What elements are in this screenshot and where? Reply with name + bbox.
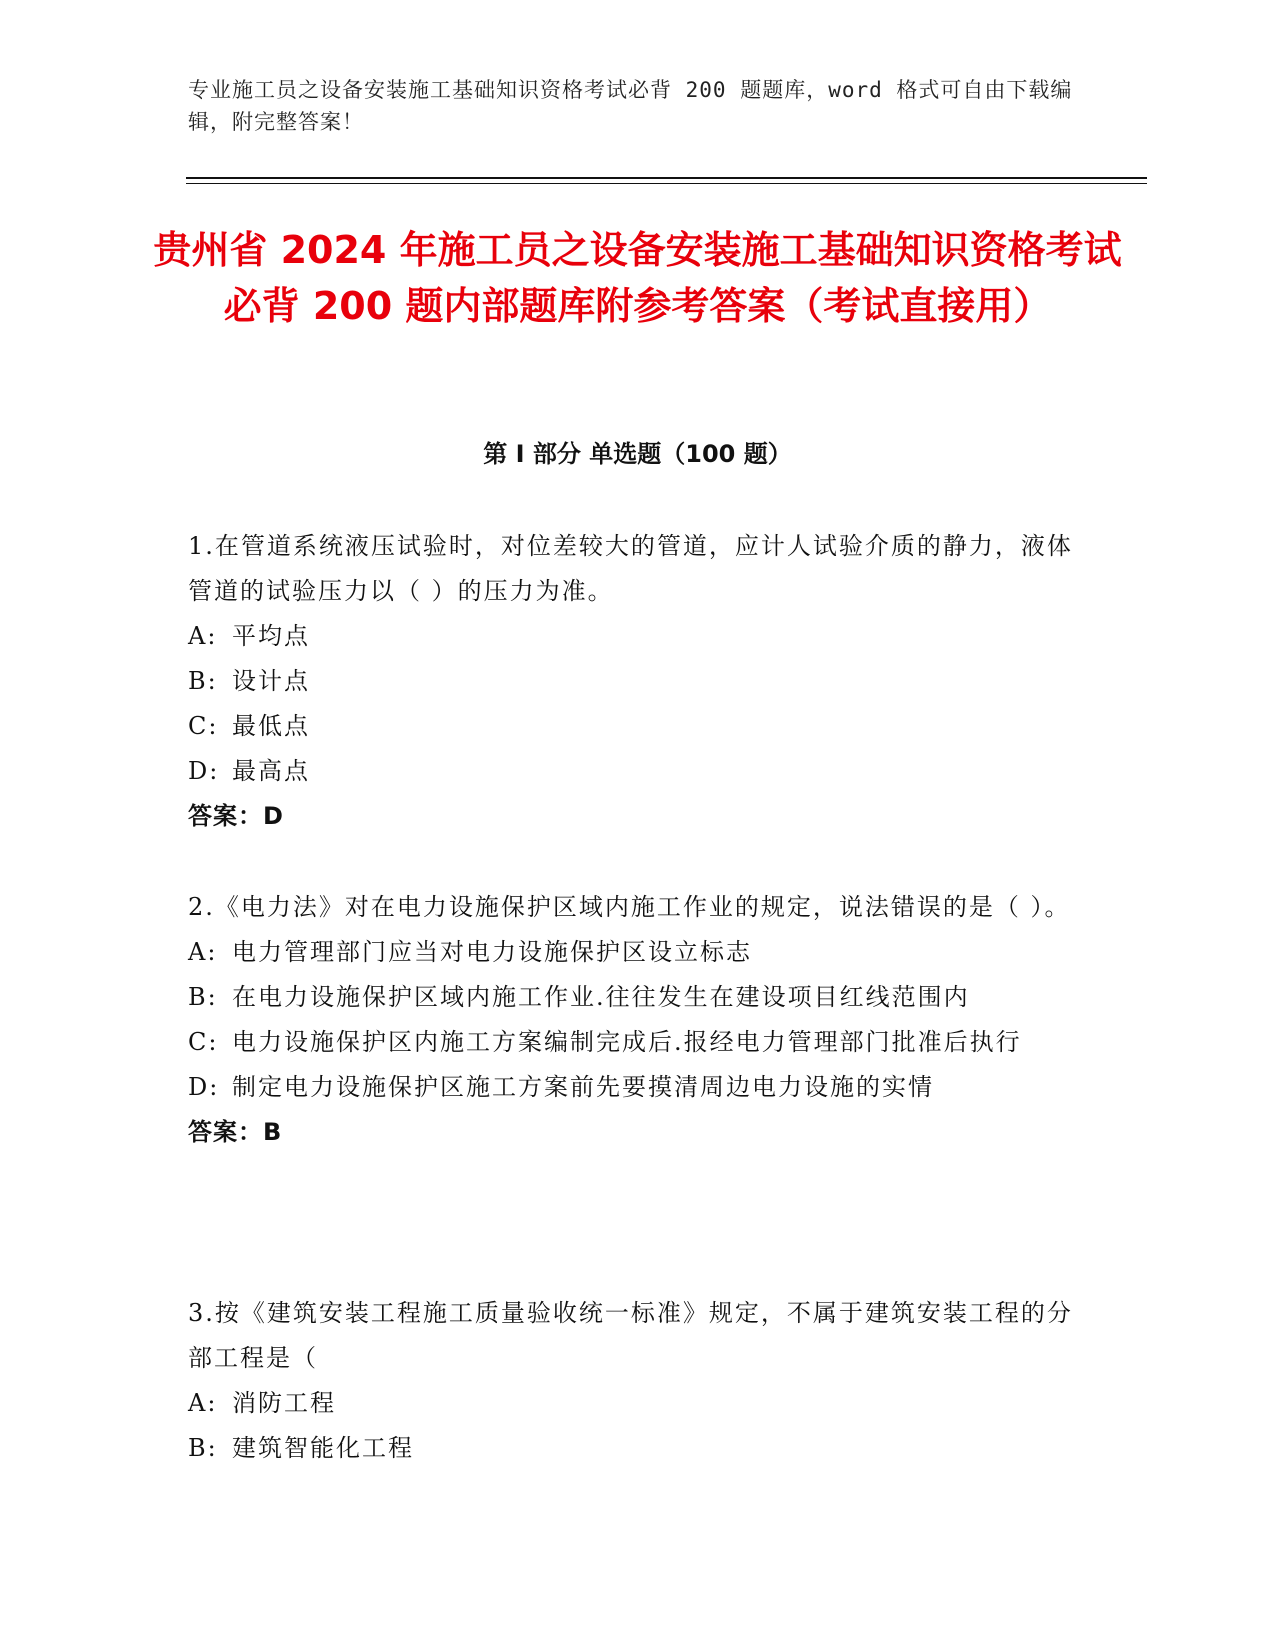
option-text: 电力管理部门应当对电力设施保护区设立标志 xyxy=(232,938,752,966)
option-c xyxy=(188,704,1088,749)
header-divider-thick xyxy=(186,177,1147,179)
option-letter: B: xyxy=(188,1434,218,1462)
option-letter: D: xyxy=(188,757,220,785)
option-a xyxy=(188,930,1088,975)
question-text: 2.《电力法》对在电力设施保护区域内施工作业的规定，说法错误的是（ ）。 xyxy=(188,893,1071,921)
option-letter: B: xyxy=(188,983,218,1011)
question-block xyxy=(188,524,1088,839)
option-text: 最高点 xyxy=(232,757,310,785)
question-block xyxy=(188,1291,1088,1471)
option-letter: A: xyxy=(188,622,218,650)
option-a xyxy=(188,1381,1088,1426)
option-letter: A: xyxy=(188,938,218,966)
option-text: 设计点 xyxy=(232,667,310,695)
option-c xyxy=(188,1020,1088,1065)
option-letter: B: xyxy=(188,667,218,695)
option-text: 建筑智能化工程 xyxy=(232,1434,414,1462)
question-text: 1.在管道系统液压试验时，对位差较大的管道，应计人试验介质的静力，液体管道的试验压力以（ ）的压力为准。 xyxy=(188,532,1073,605)
question-block xyxy=(188,885,1088,1155)
header-divider-thin xyxy=(186,183,1147,184)
option-text: 平均点 xyxy=(232,622,310,650)
option-text: 消防工程 xyxy=(232,1389,336,1417)
option-text: 在电力设施保护区域内施工作业.往往发生在建设项目红线范围内 xyxy=(232,983,970,1011)
document-title: 贵州省 2024 年施工员之设备安装施工基础知识资格考试必背 200 题内部题库附参考答案（考试直接用） xyxy=(153,228,1122,328)
option-letter: C: xyxy=(188,712,219,740)
option-text: 电力设施保护区内施工方案编制完成后.报经电力管理部门批准后执行 xyxy=(232,1028,1022,1056)
option-d xyxy=(188,1065,1088,1110)
option-letter: D: xyxy=(188,1073,220,1101)
option-b xyxy=(188,1426,1088,1471)
option-text: 最低点 xyxy=(232,712,310,740)
option-letter: C: xyxy=(188,1028,219,1056)
answer-line: 答案：D xyxy=(188,802,284,830)
option-d xyxy=(188,749,1088,794)
section-heading: 第 I 部分 单选题（100 题） xyxy=(483,440,792,468)
answer-line: 答案：B xyxy=(188,1118,283,1146)
option-b xyxy=(188,975,1088,1020)
option-a xyxy=(188,614,1088,659)
header-note: 专业施工员之设备安装施工基础知识资格考试必背 200 题题库，word 格式可自由下载编辑，附完整答案！ xyxy=(188,78,1073,134)
option-letter: A: xyxy=(188,1389,218,1417)
option-text: 制定电力设施保护区施工方案前先要摸清周边电力设施的实情 xyxy=(232,1073,934,1101)
option-b xyxy=(188,659,1088,704)
question-text: 3.按《建筑安装工程施工质量验收统一标准》规定，不属于建筑安装工程的分部工程是（ xyxy=(188,1299,1073,1372)
